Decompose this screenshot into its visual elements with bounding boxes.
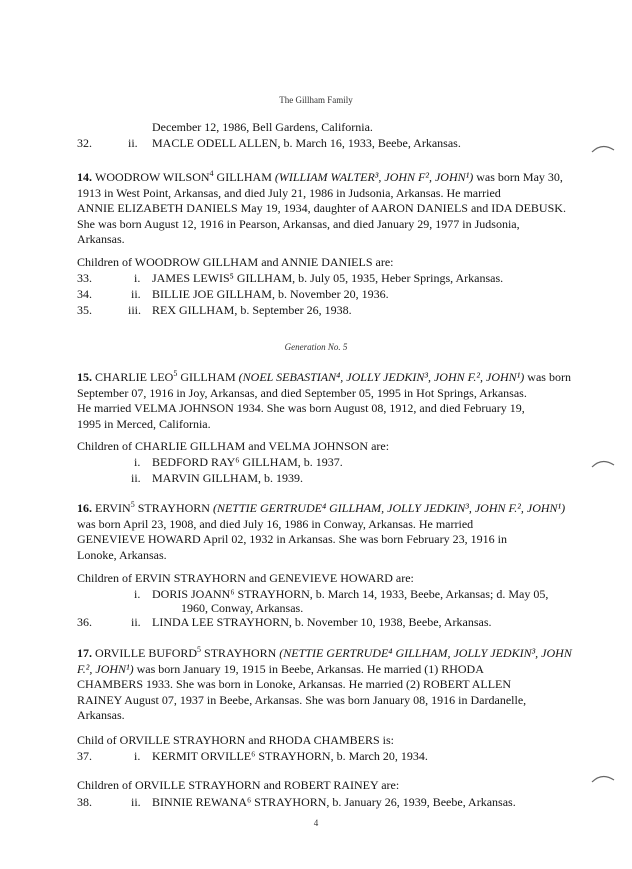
surname: GILLHAM xyxy=(213,170,275,184)
generation-sup: 5 xyxy=(173,369,178,378)
page-number: 4 xyxy=(313,818,319,828)
entry-line: GENEVIEVE HOWARD April 02, 1932 in Arkansas. She was born February 23, 1916 in xyxy=(77,532,507,546)
entry-number: 17. xyxy=(77,646,92,660)
surname: GILLHAM xyxy=(177,370,239,384)
ancestry: (NETTIE GERTRUDE⁴ GILLHAM, JOLLY JEDKIN³, JOHN xyxy=(279,646,572,660)
child-entry: MARVIN GILLHAM, b. 1939. xyxy=(152,471,304,485)
entry-line: 1913 in West Point, Arkansas, and died July 21, 1986 in Judsonia, Arkansas. He married xyxy=(77,185,501,200)
entry-number: 15. xyxy=(77,370,92,384)
generation-sup: 4 xyxy=(209,169,214,178)
child-number: 35. xyxy=(77,303,92,317)
ancestry: F.², JOHN¹) xyxy=(77,661,134,676)
entry-line: ANNIE ELIZABETH DANIELS May 19, 1934, daughter of AARON DANIELS and IDA DEBUSK. xyxy=(77,201,566,215)
entry-line: Lonoke, Arkansas. xyxy=(77,547,167,562)
child-number: 34. xyxy=(77,287,92,301)
child-roman: iii. xyxy=(128,303,142,317)
children-intro: Children of ORVILLE STRAYHORN and ROBERT RAINEY are: xyxy=(77,778,400,792)
entry-line: was born April 23, 1908, and died July 16, 1986 in Conway, Arkansas. He married xyxy=(77,516,474,531)
children-intro: Children of ERVIN STRAYHORN and GENEVIEVE HOWARD are: xyxy=(77,571,414,585)
person-name: CHARLIE LEO xyxy=(95,370,174,384)
child-roman: i. xyxy=(134,749,141,763)
child-number: 32. xyxy=(77,136,92,150)
ancestry: (WILLIAM WALTER³, JOHN F², JOHN¹) xyxy=(274,170,474,184)
child-roman: ii. xyxy=(131,615,141,629)
generation-heading: Generation No. 5 xyxy=(284,342,348,352)
entry-line: CHAMBERS 1933. She was born in Lonoke, Arkansas. He married (2) ROBERT ALLEN xyxy=(77,677,512,691)
entry-16 xyxy=(77,497,567,563)
punch-mark-icon xyxy=(590,140,616,158)
punch-mark-icon xyxy=(590,770,616,788)
child-number: 33. xyxy=(77,271,92,285)
entry-line: RAINEY August 07, 1937 in Beebe, Arkansas. She was born January 08, 1916 in Dardanelle, xyxy=(77,692,527,707)
entry-number: 14. xyxy=(77,170,92,184)
generation-sup: 5 xyxy=(130,500,135,509)
child-entry: DORIS JOANN⁶ STRAYHORN, b. March 14, 1933, Beebe, Arkansas; d. May 05, xyxy=(152,587,549,601)
ancestry: (NOEL SEBASTIAN⁴, JOLLY JEDKIN³, JOHN F.², JOHN¹) xyxy=(238,370,525,384)
entry-line: He married VELMA JOHNSON 1934. She was born August 08, 1912, and died February 19, xyxy=(77,401,525,415)
child-roman: i. xyxy=(134,587,141,601)
entry-line: Arkansas. xyxy=(77,232,125,246)
entry-line: 1995 in Merced, California. xyxy=(77,416,211,431)
child-roman: ii. xyxy=(128,136,138,150)
child-entry: LINDA LEE STRAYHORN, b. November 10, 1938, Beebe, Arkansas. xyxy=(152,615,492,629)
entry-14 xyxy=(77,166,567,248)
punch-mark-icon xyxy=(590,455,616,473)
person-name: WOODROW WILSON xyxy=(95,170,210,184)
child-entry: REX GILLHAM, b. September 26, 1938. xyxy=(152,303,352,317)
surname: STRAYHORN xyxy=(134,501,213,515)
child-roman: ii. xyxy=(131,287,141,301)
generation-sup: 5 xyxy=(197,645,202,654)
continued-line: December 12, 1986, Bell Gardens, California. xyxy=(152,120,373,134)
person-name: ORVILLE BUFORD xyxy=(95,646,198,660)
entry-line: Arkansas. xyxy=(77,708,125,722)
child-entry: BINNIE REWANA⁶ STRAYHORN, b. January 26, 1939, Beebe, Arkansas. xyxy=(152,795,516,809)
children-intro: Children of WOODROW GILLHAM and ANNIE DANIELS are: xyxy=(77,255,394,269)
ancestry: (NETTIE GERTRUDE⁴ GILLHAM, JOLLY JEDKIN³, JOHN F.², JOHN¹) xyxy=(212,501,566,515)
child-roman: i. xyxy=(134,271,141,285)
entry-line: She was born August 12, 1916 in Pearson, Arkansas, and died January 29, 1977 in Judsonia, xyxy=(77,216,520,231)
child-number: 37. xyxy=(77,749,92,763)
child-entry: MACLE ODELL ALLEN, b. March 16, 1933, Beebe, Arkansas. xyxy=(152,136,461,150)
child-roman: ii. xyxy=(131,795,141,809)
running-header: The Gillham Family xyxy=(279,95,353,105)
entry-text: was born January 19, 1915 in Beebe, Arkansas. He married (1) RHODA xyxy=(133,661,484,676)
children-intro: Children of CHARLIE GILLHAM and VELMA JOHNSON are: xyxy=(77,439,390,453)
entry-text: was born xyxy=(524,370,571,384)
child-number: 38. xyxy=(77,795,92,809)
entry-15 xyxy=(77,366,571,432)
child-roman: ii. xyxy=(131,471,141,485)
child-entry: JAMES LEWIS⁵ GILLHAM, b. July 05, 1935, Heber Springs, Arkansas. xyxy=(152,271,504,285)
entry-number: 16. xyxy=(77,501,92,515)
child-entry: BILLIE JOE GILLHAM, b. November 20, 1936. xyxy=(152,287,389,301)
surname: STRAYHORN xyxy=(201,646,280,660)
child-entry: BEDFORD RAY⁶ GILLHAM, b. 1937. xyxy=(152,455,343,469)
children-intro: Child of ORVILLE STRAYHORN and RHODA CHAMBERS is: xyxy=(77,733,394,747)
child-roman: i. xyxy=(134,455,141,469)
person-name: ERVIN xyxy=(95,501,131,515)
child-number: 36. xyxy=(77,615,92,629)
entry-text: was born May 30, xyxy=(473,170,563,184)
entry-17 xyxy=(77,642,572,724)
entry-line: September 07, 1916 in Joy, Arkansas, and died September 05, 1995 in Hot Springs, Arkansas. xyxy=(77,385,527,400)
child-entry-continued: 1960, Conway, Arkansas. xyxy=(181,601,304,615)
child-entry: KERMIT ORVILLE⁶ STRAYHORN, b. March 20, 1934. xyxy=(152,749,428,763)
